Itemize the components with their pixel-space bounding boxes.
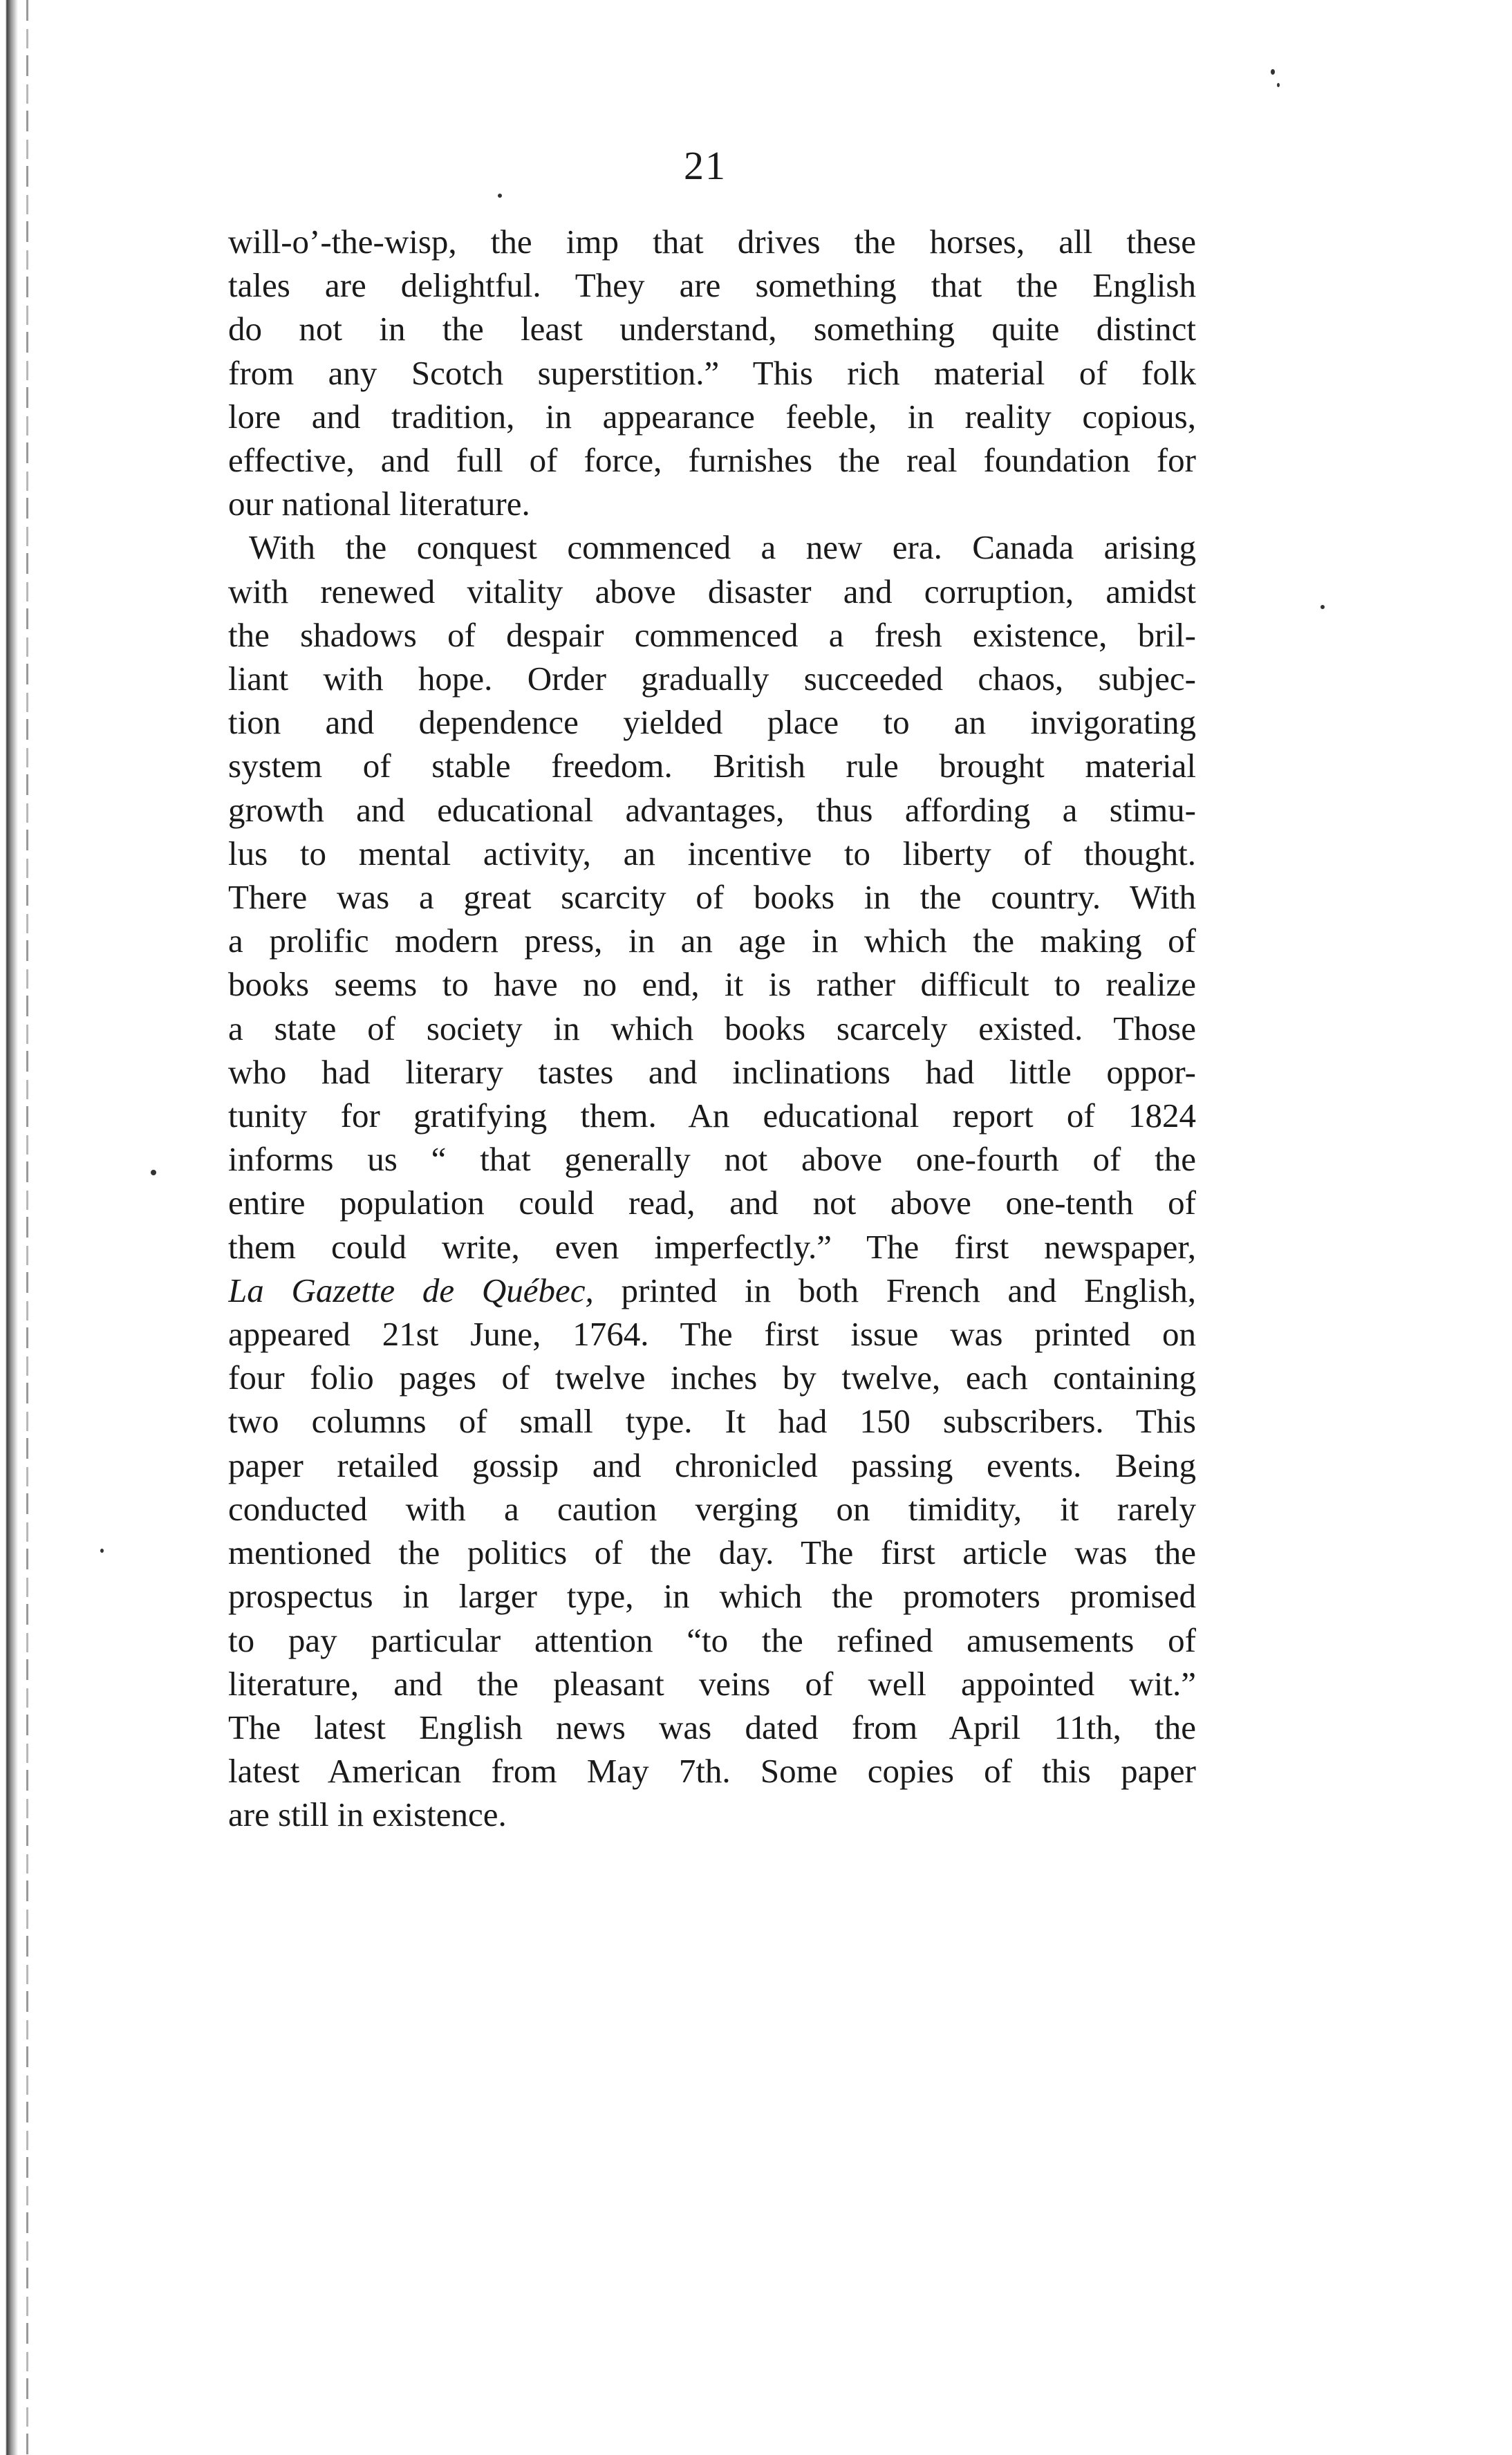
text-line: lus to mental activity, an incentive to liberty of thought. — [228, 834, 1196, 872]
text-line: them could write, even imperfectly.” The first newspaper, — [228, 1227, 1196, 1266]
text-line: will-o’-the-wisp, the imp that drives the horses, all these — [228, 223, 1196, 261]
text-line: books seems to have no end, it is rather difficult to realize — [228, 965, 1196, 1004]
text-line: our national literature. — [228, 485, 530, 523]
text-line: effective, and full of force, furnishes the real foundation for — [228, 441, 1196, 480]
text-line: lore and tradition, in appearance feeble, in reality copious, — [228, 397, 1196, 436]
text-line: conducted with a caution verging on timidity, it rarely — [228, 1489, 1196, 1528]
text-line: with renewed vitality above disaster and corruption, amidst — [228, 572, 1196, 610]
text-line: the shadows of despair commenced a fresh existence, bril- — [228, 615, 1196, 654]
scan-speck — [1277, 83, 1280, 87]
text-line: paper retailed gossip and chronicled passing events. Being — [228, 1446, 1196, 1484]
text-line: are still in existence. — [228, 1795, 507, 1834]
text-line: a prolific modern press, in an age in which the making of — [228, 922, 1196, 960]
text-line: literature, and the pleasant veins of well appointed wit.” — [228, 1664, 1196, 1703]
binding-shadow — [26, 0, 28, 2455]
binding-edge — [0, 0, 48, 2455]
text-line: There was a great scarcity of books in the country. With — [228, 878, 1196, 917]
newspaper-title: La Gazette de Québec, — [228, 1271, 594, 1309]
newspaper-line-rest: printed in both French and English, — [593, 1271, 1196, 1309]
text-line: liant with hope. Order gradually succeeded chaos, subjec- — [228, 660, 1196, 698]
scan-speck — [1271, 69, 1275, 75]
text-line: With the conquest commenced a new era. Canada arising — [249, 528, 1196, 567]
scan-speck — [498, 194, 502, 198]
text-line: four folio pages of twelve inches by twelve, each containing — [228, 1359, 1196, 1397]
body-text — [228, 220, 1196, 1837]
scan-speck — [1320, 605, 1325, 609]
text-line: mentioned the politics of the day. The first article was the — [228, 1533, 1196, 1572]
text-line: tales are delightful. They are something that the English — [228, 266, 1196, 305]
page-number: 21 — [684, 143, 727, 188]
text-line: a state of society in which books scarcely existed. Those — [228, 1009, 1196, 1047]
text-line: The latest English news was dated from April 11th, the — [228, 1708, 1196, 1746]
text-line: informs us “ that generally not above one-fourth of the — [228, 1140, 1196, 1179]
text-line: system of stable freedom. British rule brought material — [228, 747, 1196, 785]
text-line: do not in the least understand, something quite distinct — [228, 310, 1196, 348]
text-line: entire population could read, and not above one-tenth of — [228, 1184, 1196, 1222]
text-line: growth and educational advantages, thus affording a stimu- — [228, 790, 1196, 829]
text-line: tunity for gratifying them. An educational report of 1824 — [228, 1096, 1196, 1135]
scan-speck — [151, 1170, 156, 1175]
text-line: appeared 21st June, 1764. The first issue was printed on — [228, 1315, 1196, 1354]
text-line: prospectus in larger type, in which the promoters promised — [228, 1577, 1196, 1616]
text-line: from any Scotch superstition.” This rich material of folk — [228, 353, 1196, 392]
text-line: to pay particular attention “to the refined amusements of — [228, 1621, 1196, 1659]
text-line: tion and dependence yielded place to an invigorating — [228, 703, 1196, 742]
text-line: two columns of small type. It had 150 subscribers. This — [228, 1402, 1196, 1441]
text-line: who had literary tastes and inclinations had little oppor- — [228, 1052, 1196, 1091]
text-line-newspaper — [228, 1269, 1196, 1312]
scan-speck — [100, 1549, 104, 1553]
text-line: latest American from May 7th. Some copies of this paper — [228, 1752, 1196, 1791]
